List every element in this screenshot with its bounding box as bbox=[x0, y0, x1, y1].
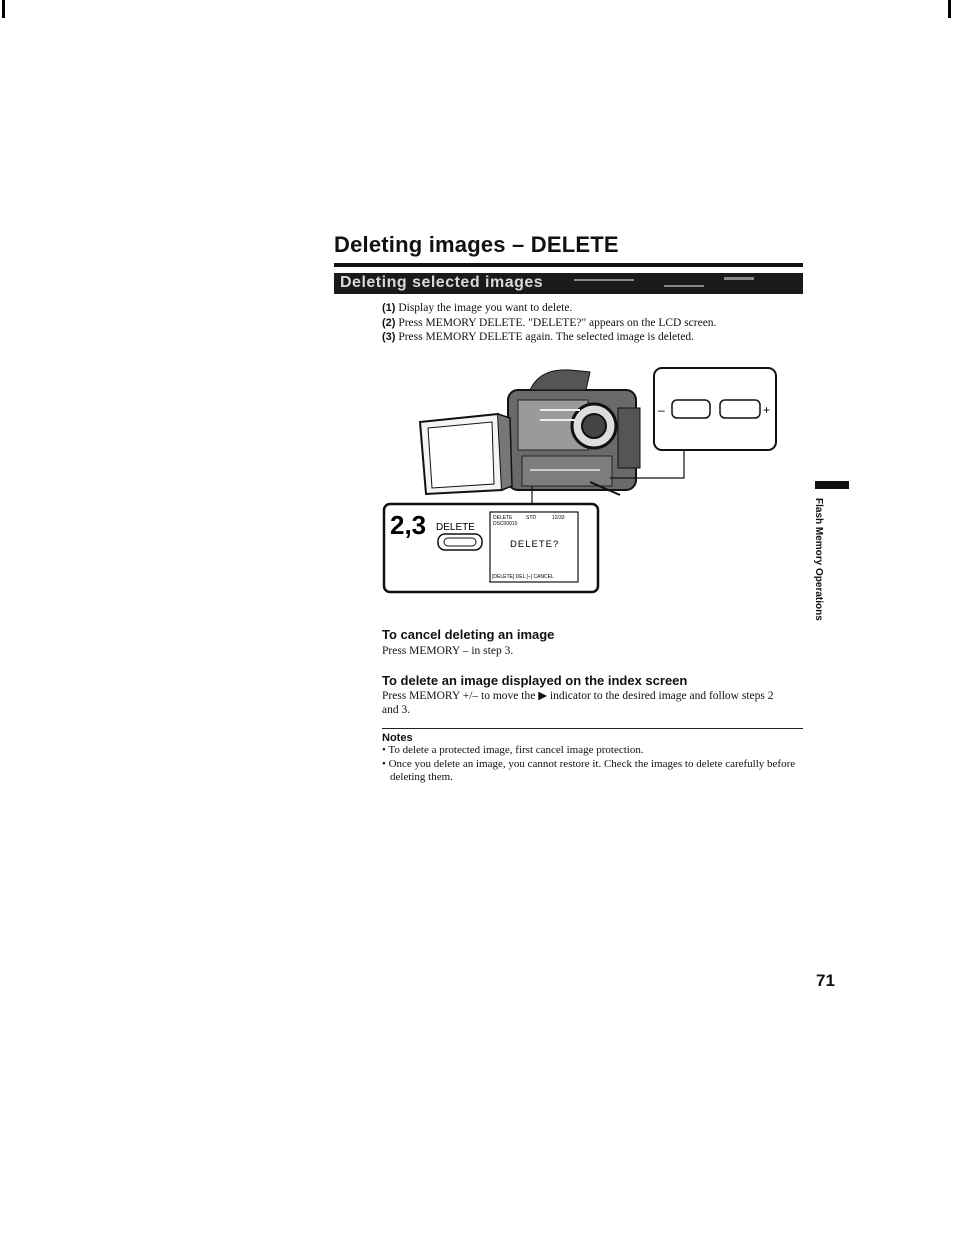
cancel-text: Press MEMORY – in step 3. bbox=[382, 645, 514, 657]
notes-divider bbox=[382, 728, 803, 729]
cancel-heading: To cancel deleting an image bbox=[382, 627, 555, 642]
lcd-panel-icon bbox=[420, 414, 512, 494]
section-heading-bar bbox=[334, 273, 803, 294]
lcd-mode-text: DELETE bbox=[493, 515, 513, 521]
title-underline bbox=[334, 263, 803, 267]
lcd-quality-text: STD bbox=[526, 515, 536, 521]
page-number: 71 bbox=[816, 971, 835, 990]
camcorder-illustration bbox=[380, 360, 800, 600]
note-item: • Once you delete an image, you cannot restore it. Check the images to delete carefully before deleting them. bbox=[382, 757, 796, 783]
index-heading: To delete an image displayed on the index screen bbox=[382, 673, 688, 688]
lcd-delete-prompt: DELETE? bbox=[510, 539, 560, 550]
index-text-line-1: Press MEMORY +/– to move the ▶ indicator to the desired image and follow steps 2 bbox=[382, 690, 774, 702]
minus-sign: – bbox=[658, 403, 665, 417]
memory-delete-button-icon bbox=[438, 534, 482, 550]
chapter-tab-marker bbox=[815, 481, 849, 489]
memory-plus-button-icon bbox=[720, 400, 760, 418]
scan-edge-mark-left bbox=[2, 0, 5, 18]
step-1: (1) Display the image you want to delete. bbox=[382, 302, 573, 314]
index-text-line-2: and 3. bbox=[382, 704, 411, 716]
notes-list bbox=[382, 744, 802, 785]
scan-edge-mark-right bbox=[948, 0, 951, 18]
plus-sign: + bbox=[763, 403, 771, 417]
chapter-tab-label: Flash Memory Operations bbox=[813, 498, 824, 621]
page-title: Deleting images – DELETE bbox=[334, 232, 619, 257]
step-2: (2) Press MEMORY DELETE. "DELETE?" appears on the LCD screen. bbox=[382, 316, 717, 329]
section-heading: Deleting selected images bbox=[340, 274, 544, 291]
memory-minus-button-icon bbox=[672, 400, 710, 418]
delete-button-label: DELETE bbox=[436, 522, 475, 533]
steps-list bbox=[382, 301, 716, 345]
note-item: • To delete a protected image, first cancel image protection. bbox=[382, 744, 644, 756]
callout-step-number: 2,3 bbox=[390, 510, 427, 540]
lcd-filename-text: DSC00010 bbox=[493, 521, 518, 527]
camcorder-icon bbox=[508, 370, 640, 495]
lcd-bottom-bar: [DELETE] DEL [–] CANCEL bbox=[492, 574, 554, 580]
notes-title: Notes bbox=[382, 732, 413, 744]
step-3: (3) Press MEMORY DELETE again. The selected image is deleted. bbox=[382, 331, 695, 343]
lcd-counter-text: 12/33 bbox=[552, 515, 565, 521]
